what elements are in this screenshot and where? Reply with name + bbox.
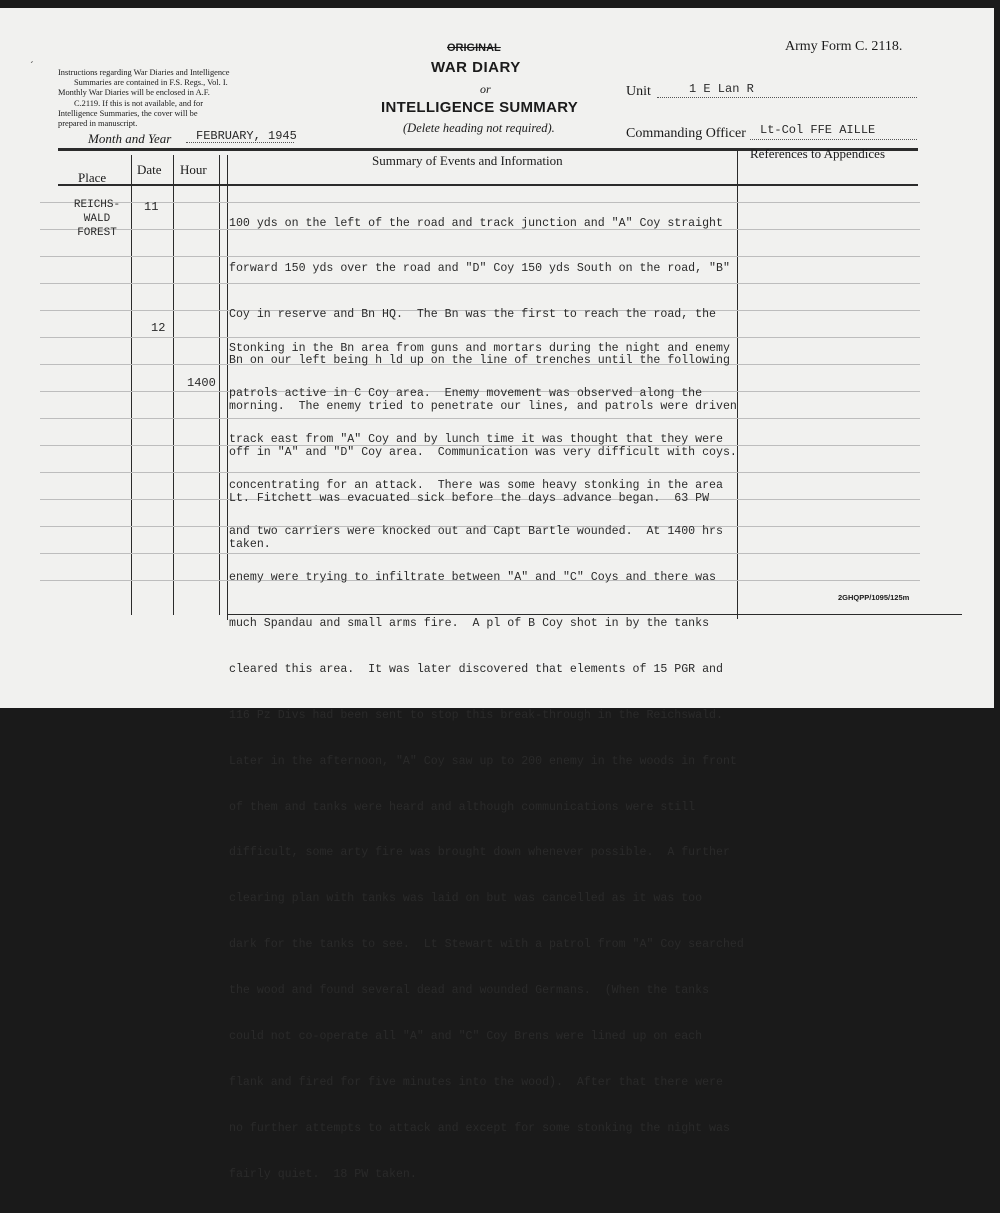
summary-line: the wood and found several dead and wounded Germans. (When the tanks xyxy=(229,984,710,998)
instructions-line: Intelligence Summaries, the cover will be xyxy=(58,108,198,118)
instructions-line: Monthly War Diaries will be enclosed in A.F. xyxy=(58,88,210,98)
column-header-place: Place xyxy=(78,170,107,185)
instructions-line: Summaries are contained in F.S. Regs., Vol. I. xyxy=(74,78,228,88)
summary-line: fairly quiet. 18 PW taken. xyxy=(229,1167,417,1181)
column-header-references: References to Appendices xyxy=(750,146,886,161)
column-header-summary: Summary of Events and Information xyxy=(372,153,563,168)
army-form-number: Army Form C. 2118. xyxy=(785,39,903,54)
summary-line: Lt. Fitchett was evacuated sick before the days advance began. 63 PW xyxy=(229,491,710,505)
place-line: WALD xyxy=(83,213,111,225)
month-year-label: Month and Year xyxy=(88,131,172,146)
instructions-line: Instructions regarding War Diaries and Intelligence xyxy=(58,68,230,77)
original-stamp: ORIGINAL xyxy=(447,42,501,54)
summary-entry xyxy=(229,310,744,1213)
column-divider-date xyxy=(173,155,174,615)
column-divider-summary xyxy=(227,155,228,620)
title-or: or xyxy=(480,82,491,96)
summary-line: Bn on our left being h ld up on the line of trenches until the following xyxy=(229,354,730,368)
column-header-hour: Hour xyxy=(180,162,207,177)
row-place xyxy=(66,198,128,240)
summary-line: difficult, some arty fire was brought down whenever possible. A further xyxy=(229,846,730,860)
summary-line: Coy in reserve and Bn HQ. The Bn was the first to reach the road, the xyxy=(229,308,717,322)
summary-line: Stonking in the Bn area from guns and mortars during the night and enemy xyxy=(229,341,730,355)
print-code: 2GHQPP/1095/125m xyxy=(838,593,910,602)
instructions-line: C.2119. If this is not available, and for xyxy=(74,98,204,108)
unit-label: Unit xyxy=(626,84,651,99)
summary-line: Later in the afternoon, "A" Coy saw up to 200 enemy in the woods in front xyxy=(229,754,737,768)
commanding-officer-label: Commanding Officer xyxy=(626,126,746,141)
form-subtitle: INTELLIGENCE SUMMARY xyxy=(381,99,579,116)
summary-line: dark for the tanks to see. Lt Stewart with a patrol from "A" Coy searched xyxy=(229,938,744,952)
month-year-value: FEBRUARY, 1945 xyxy=(196,129,297,143)
summary-line: cleared this area. It was later discovered that elements of 15 PGR and xyxy=(229,662,723,676)
instructions-line: prepared in manuscript. xyxy=(58,119,138,129)
summary-line: no further attempts to attack and except for some stonking the night was xyxy=(229,1121,730,1135)
unit-dots xyxy=(657,97,917,98)
delete-heading-note: (Delete heading not required). xyxy=(403,121,555,135)
summary-line: much Spandau and small arms fire. A pl of B Coy shot in by the tanks xyxy=(229,616,710,630)
summary-line: and two carriers were knocked out and Capt Bartle wounded. At 1400 hrs xyxy=(229,525,723,539)
place-line: FOREST xyxy=(77,227,117,239)
summary-line: 100 yds on the left of the road and track junction and "A" Coy straight xyxy=(229,216,723,230)
column-header-date: Date xyxy=(137,162,162,177)
row-date: 11 xyxy=(144,200,159,214)
summary-line: of them and tanks were heard and although communications were still xyxy=(229,800,696,814)
summary-line: taken. xyxy=(229,537,271,551)
summary-line: concentrating for an attack. There was some heavy stonking in the area xyxy=(229,479,723,493)
margin-mark: ˊ xyxy=(30,60,34,72)
commanding-officer-value: Lt-Col FFE AILLE xyxy=(760,123,876,137)
war-diary-sheet xyxy=(0,8,994,1181)
row-date: 12 xyxy=(151,321,166,335)
summary-line: morning. The enemy tried to penetrate our lines, and patrols were driven xyxy=(229,400,737,414)
row-hour: 1400 xyxy=(187,376,216,390)
summary-line: patrols active in C Coy area. Enemy movement was observed along the xyxy=(229,387,703,401)
commanding-officer-dots xyxy=(750,139,917,140)
summary-line: 116 Pz Divs had been sent to stop this break-through in the Reichswald. xyxy=(229,708,723,722)
summary-line: flank and fired for five minutes into the wood). After that there were xyxy=(229,1075,723,1089)
column-divider-place xyxy=(131,155,132,615)
summary-line: clearing plan with tanks was laid on but was cancelled as it was too xyxy=(229,892,703,906)
summary-line: forward 150 yds over the road and "D" Coy 150 yds South on the road, "B" xyxy=(229,262,730,276)
unit-value: 1 E Lan R xyxy=(689,82,754,96)
summary-line: track east from "A" Coy and by lunch time it was thought that they were xyxy=(229,433,723,447)
instructions-text xyxy=(58,68,290,129)
form-title: WAR DIARY xyxy=(431,59,521,76)
column-divider-hour xyxy=(219,155,220,615)
summary-line: could not co-operate all "A" and "C" Coy Brens were lined up on each xyxy=(229,1029,703,1043)
place-line: REICHS- xyxy=(73,199,121,211)
summary-line: off in "A" and "D" Coy area. Communication was very difficult with coys. xyxy=(229,446,737,460)
summary-line: enemy were trying to infiltrate between "A" and "C" Coys and there was xyxy=(229,571,717,585)
